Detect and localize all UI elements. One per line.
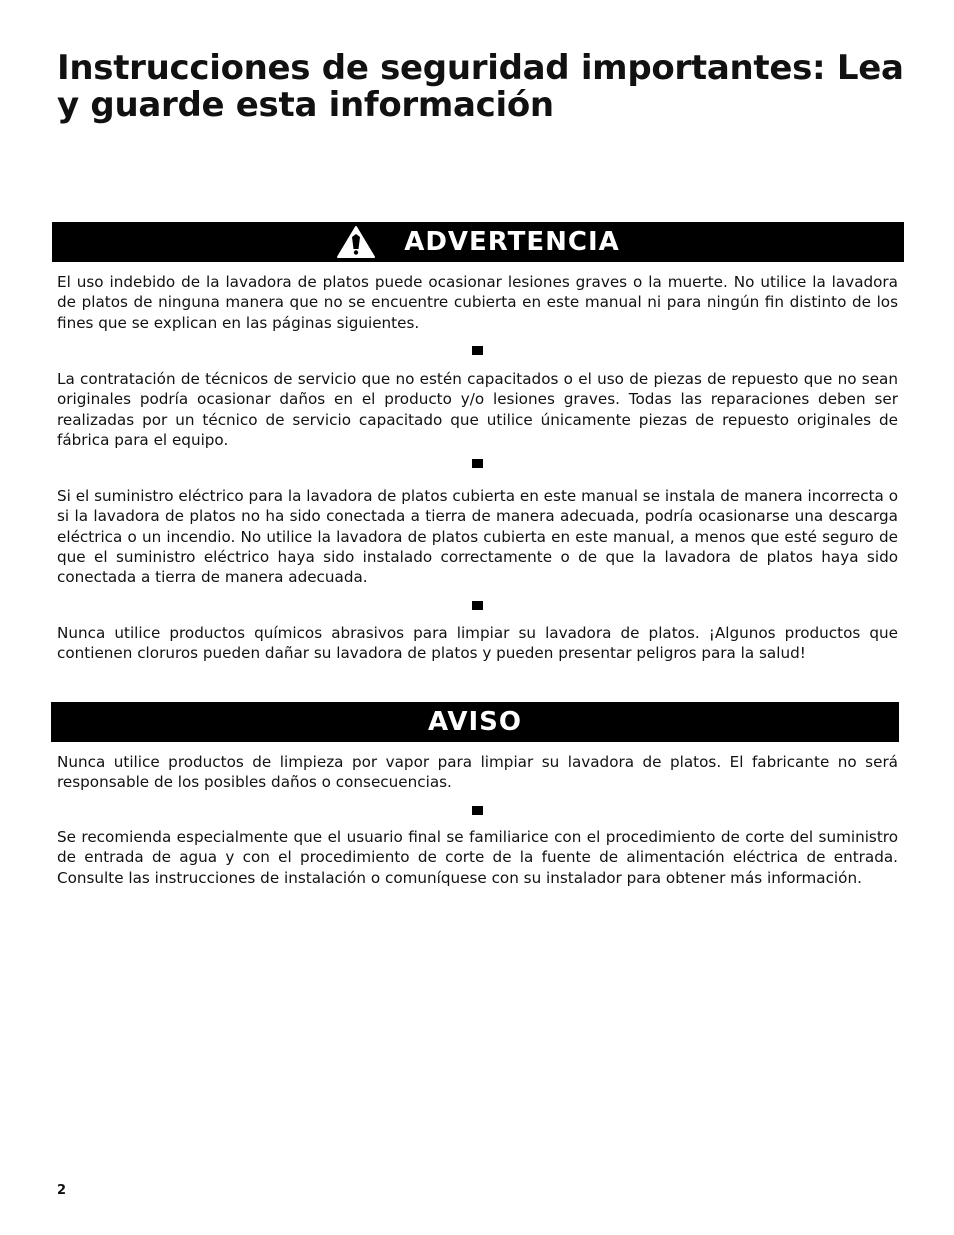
notice-heading: AVISO: [428, 707, 522, 737]
warning-heading: ADVERTENCIA: [404, 227, 620, 257]
warning-triangle-icon: [336, 225, 376, 259]
separator-bullet: [472, 806, 483, 815]
notice-banner: [51, 702, 899, 742]
warning-paragraph: Nunca utilice productos químicos abrasivos para limpiar su lavadora de platos. ¡Algunos productos que contienen cloruros pueden dañar su lavadora de platos y pueden presentar peligros para la salud!: [57, 624, 898, 663]
page-title: Instrucciones de seguridad importantes: Lea y guarde esta información: [57, 48, 904, 125]
warning-paragraph: El uso indebido de la lavadora de platos puede ocasionar lesiones graves o la muerte. No utilice la lavadora de platos de ninguna manera que no se encuentre cubierta en este manual ni para ningún fin distinto de los fines que se explican en las páginas siguientes.: [57, 273, 898, 332]
separator-bullet: [472, 346, 483, 355]
warning-paragraph: Si el suministro eléctrico para la lavadora de platos cubierta en este manual se instala de manera incorrecta o si la lavadora de platos no ha sido conectada a tierra de manera adecuada, podría ocasionarse una descarga eléctrica o un incendio. No utilice la lavadora de platos cubierta en este manual, a menos que esté seguro de que el suministro eléctrico haya sido instalado correctamente o de que la lavadora de platos haya sido conectada a tierra de manera adecuada.: [57, 487, 898, 587]
notice-paragraph: Nunca utilice productos de limpieza por vapor para limpiar su lavadora de platos. El fabricante no será responsable de los posibles daños o consecuencias.: [57, 753, 898, 792]
warning-banner: [52, 222, 904, 262]
separator-bullet: [472, 459, 483, 468]
warning-paragraph: La contratación de técnicos de servicio que no estén capacitados o el uso de piezas de repuesto que no sean originales podría ocasionar daños en el producto y/o lesiones graves. Todas las reparaciones deben ser realizadas por un técnico de servicio capacitado que utilice únicamente piezas de repuesto originales de fábrica para el equipo.: [57, 370, 898, 449]
notice-paragraph: Se recomienda especialmente que el usuario final se familiarice con el procedimiento de corte del suministro de entrada de agua y con el procedimiento de corte de la fuente de alimentación eléctrica de entrada. Consulte las instrucciones de instalación o comuníquese con su instalador para obtener más información.: [57, 828, 898, 887]
page-number: 2: [57, 1183, 67, 1198]
separator-bullet: [472, 601, 483, 610]
